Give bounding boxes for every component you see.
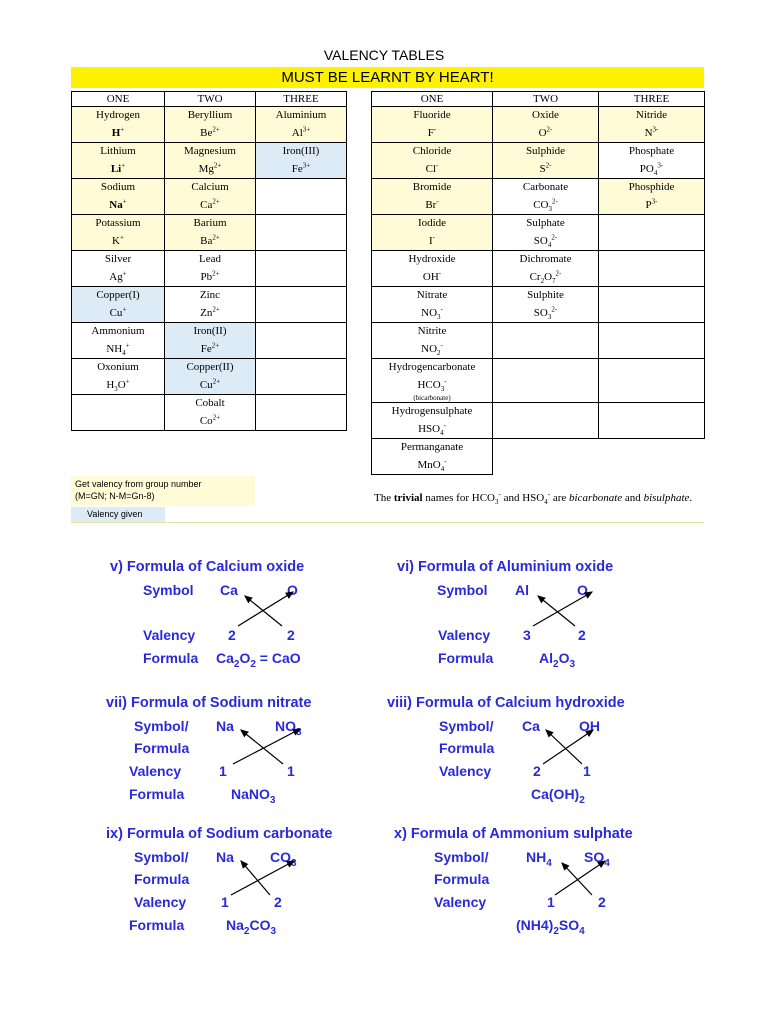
arrow-line [533, 592, 592, 626]
ion-formula: $P^{3-}$ [645, 196, 658, 211]
formula-value: $(NH4)_2SO_4$ [516, 917, 585, 937]
ion-name: Oxide [532, 109, 559, 121]
arrow-line [538, 596, 575, 626]
ion-formula: K+ [112, 232, 124, 247]
legend-valency-given: Valency given [71, 507, 165, 522]
symbol-a: Ca [220, 582, 238, 598]
symbol-b: $SO_4$ [584, 849, 610, 869]
ion-name: Cobalt [195, 397, 225, 409]
ion-formula: Cl- [425, 160, 439, 175]
ion-name: Hydrogencarbonate [388, 361, 476, 373]
symbol-label: Symbol/ [134, 718, 189, 734]
valency-a: 3 [523, 627, 531, 643]
ion-name: Bromide [412, 181, 452, 193]
ion-name: Magnesium [184, 145, 236, 157]
symbol-a: Na [216, 849, 234, 865]
formula-label-2: Formula [134, 871, 190, 887]
symbol-b: $CO_3$ [270, 849, 297, 869]
ion-formula: Ag+ [109, 268, 127, 283]
ion-name: Copper(II) [186, 361, 234, 373]
ion-formula: MnO$_4$- [417, 456, 447, 473]
example-v-heading: v) Formula of Calcium oxide [110, 559, 305, 575]
valency-label: Valency [129, 763, 182, 779]
symbol-a: Al [515, 582, 529, 598]
ion-name: Copper(I) [96, 289, 140, 301]
symbol-b: O [577, 582, 588, 598]
example-vi-heading: vi) Formula of Aluminium oxide [397, 559, 614, 575]
ion-formula: $SO_4^{2-}$ [533, 232, 558, 249]
ion-formula: $Fe^{3+}$ [291, 160, 311, 175]
symbol-label: Symbol/ [434, 849, 489, 865]
valency-b: 1 [583, 763, 591, 779]
valency-b: 2 [578, 627, 586, 643]
ion-formula: Na+ [109, 196, 127, 211]
ion-name: Sodium [100, 181, 136, 193]
ion-formula: $S^{2-}$ [539, 160, 552, 175]
ion-name: Hydroxide [408, 253, 456, 265]
legend-line-2: (M=GN; N-M=Gn-8) [75, 491, 155, 501]
formula-label-2: Formula [134, 740, 190, 756]
ion-formula: $Ba^{2+}$ [200, 232, 220, 247]
arrow-line [543, 730, 593, 764]
valency-a: 1 [219, 763, 227, 779]
valency-label: Valency [438, 627, 491, 643]
symbol-a: Na [216, 718, 234, 734]
valency-label: Valency [143, 627, 196, 643]
symbol-label: Symbol/ [439, 718, 494, 734]
arrow-line [245, 596, 282, 626]
valency-b: 2 [274, 894, 282, 910]
symbol-a: Ca [522, 718, 540, 734]
example-viii-heading: viii) Formula of Calcium hydroxide [387, 695, 625, 711]
ion-formula: $Cu^{2+}$ [199, 376, 221, 391]
ion-name: Beryllium [187, 109, 233, 121]
ion-name: Ammonium [91, 325, 145, 337]
valency-label: Valency [434, 894, 487, 910]
ion-formula: $Be^{2+}$ [200, 124, 220, 139]
ion-name: Aluminium [275, 109, 327, 121]
formula-value: $Ca(OH)_2$ [531, 786, 585, 806]
ion-name: Nitrate [416, 289, 448, 301]
ion-name: Phosphate [628, 145, 675, 157]
formula-label: Formula [143, 650, 199, 666]
ion-formula: $Ca^{2+}$ [200, 196, 220, 211]
legend-line-1: Get valency from group number [75, 479, 202, 489]
ion-name: Permanganate [400, 441, 464, 453]
ion-name: Calcium [191, 181, 229, 193]
formula-value: NaNO$_3$ [231, 786, 276, 806]
ion-formula: Cu+ [109, 304, 127, 319]
ion-name: Dichromate [519, 253, 572, 265]
ion-name: Iron(III) [282, 145, 320, 157]
ion-formula: $H_3O^+$ [106, 376, 130, 393]
symbol-label: Symbol [437, 582, 488, 598]
example-x-heading: x) Formula of Ammonium sulphate [394, 826, 633, 842]
ion-formula: $NH_4^+$ [106, 340, 130, 357]
ion-name: Sulphide [525, 145, 566, 157]
trivial-names-note: The trivial names for $HCO_3^-$ and $HSO_4^-$ are bicarbonate and bisulphate. [374, 490, 693, 507]
ion-name: Iodide [417, 217, 447, 229]
ion-name: Sulphate [526, 217, 565, 229]
ion-formula: $HCO_3^-$ [417, 376, 447, 393]
formula-label: Formula [438, 650, 494, 666]
ion-name: Hydrogensulphate [391, 405, 473, 417]
example-ix-heading: ix) Formula of Sodium carbonate [106, 826, 333, 842]
anions-header: THREE [599, 92, 705, 107]
ion-name: Iron(II) [193, 325, 227, 337]
symbol-b: OH [579, 718, 600, 734]
ion-formula: $O^{2-}$ [538, 124, 553, 139]
valency-b: 1 [287, 763, 295, 779]
valency-label: Valency [439, 763, 492, 779]
valency-label: Valency [134, 894, 187, 910]
ion-formula: $Zn^{2+}$ [200, 304, 220, 319]
ion-name: Oxonium [97, 361, 139, 373]
valency-b: 2 [598, 894, 606, 910]
ion-name: Silver [104, 253, 132, 265]
symbol-label: Symbol [143, 582, 194, 598]
anions-header: TWO [493, 92, 599, 107]
ion-formula: $Co^{2+}$ [199, 412, 221, 427]
learn-banner: MUST BE LEARNT BY HEART! [71, 67, 704, 88]
arrow-line [231, 861, 294, 895]
formula-value: $Al_2O_3$ [539, 650, 576, 670]
ion-formula: I- [428, 232, 435, 247]
arrow-line [233, 729, 300, 764]
symbol-a: $NH_4$ [526, 849, 552, 869]
symbol-b: O [287, 582, 298, 598]
ion-name: Lead [199, 253, 221, 265]
ion-formula: OH- [422, 268, 442, 283]
formula-label: Formula [129, 917, 185, 933]
arrow-line [241, 730, 283, 764]
formula-label-2: Formula [439, 740, 495, 756]
arrow-line [555, 861, 605, 895]
valency-a: 2 [533, 763, 541, 779]
valency-a: 1 [221, 894, 229, 910]
symbol-b: $NO_3$ [275, 718, 302, 738]
ion-formula: $CO_3^{2-}$ [533, 196, 558, 213]
ion-name: Lithium [100, 145, 136, 157]
ion-formula: H+ [111, 124, 125, 139]
anions-header: ONE [372, 92, 493, 107]
ion-name: Nitrite [417, 325, 447, 337]
valency-b: 2 [287, 627, 295, 643]
formula-value: $Ca_2O_2$ = CaO [216, 650, 301, 670]
arrow-line [241, 861, 270, 895]
cations-header: ONE [72, 92, 165, 107]
cations-header: TWO [165, 92, 256, 107]
ion-name: Chloride [412, 145, 452, 157]
ion-name: Hydrogen [96, 109, 140, 121]
valency-a: 2 [228, 627, 236, 643]
ion-formula: $HSO_4^-$ [418, 420, 446, 437]
ion-name: Sulphite [527, 289, 564, 301]
formula-label: Formula [129, 786, 185, 802]
ion-formula: $N^{3-}$ [644, 124, 659, 139]
ion-formula: $NO_3^-$ [421, 304, 443, 321]
ion-formula: $Al^{3+}$ [291, 124, 311, 139]
formula-label-2: Formula [434, 871, 490, 887]
ion-formula: Br- [425, 196, 439, 211]
ion-name: Potassium [95, 217, 141, 229]
page-title: VALENCY TABLES [323, 47, 445, 63]
ion-formula: $SO_3^{2-}$ [533, 304, 558, 321]
ion-name: Barium [193, 217, 227, 229]
example-vii-heading: vii) Formula of Sodium nitrate [106, 695, 312, 711]
ion-name: Carbonate [522, 181, 569, 193]
ion-name: Zinc [199, 289, 221, 301]
symbol-label: Symbol/ [134, 849, 189, 865]
ion-formula: F- [427, 124, 437, 139]
ion-formula: $NO_2^-$ [421, 340, 443, 357]
valency-a: 1 [547, 894, 555, 910]
ion-name: Phosphide [628, 181, 675, 193]
ion-note: (bicarbonate) [413, 394, 451, 402]
arrow-line [562, 863, 592, 895]
ion-name: Nitride [635, 109, 668, 121]
cations-header: THREE [256, 92, 347, 107]
ion-formula: $Cr_2O_7^{2-}$ [529, 268, 562, 285]
ion-formula: Li+ [110, 160, 126, 175]
ion-formula: $PO_4^{3-}$ [639, 160, 664, 177]
formula-value: $Na_2CO_3$ [226, 917, 277, 937]
ion-name: Fluoride [413, 109, 451, 121]
ion-formula: $Mg^{2+}$ [198, 160, 222, 175]
ion-formula: $Pb^{2+}$ [200, 268, 220, 283]
ion-formula: $Fe^{2+}$ [200, 340, 220, 355]
